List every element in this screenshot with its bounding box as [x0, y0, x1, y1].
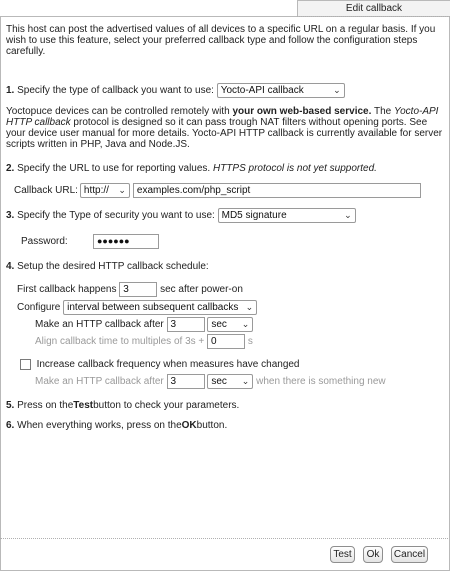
first-callback-input[interactable]: 3 — [119, 282, 157, 297]
step6-text-end: button. — [196, 419, 228, 431]
increase-frequency-checkbox[interactable] — [20, 359, 31, 370]
callback-type-select[interactable] — [217, 83, 345, 98]
step6-number: 6. — [6, 419, 15, 431]
first-callback-row — [17, 281, 243, 297]
chevron-down-icon: ⌄ — [241, 318, 250, 329]
step1-desc-italic: Yocto-API HTTP callback — [6, 106, 439, 128]
step1-desc-text: Yoctopuce devices can be controlled remotely with — [6, 106, 233, 117]
step5-number: 5. — [6, 399, 15, 411]
step1-row — [6, 82, 345, 98]
chevron-down-icon: ⌄ — [245, 301, 254, 312]
step1-description — [6, 106, 444, 150]
password-input[interactable]: ●●●●●● — [93, 234, 159, 249]
configure-label: Configure — [17, 301, 61, 313]
step2-number: 2. — [6, 162, 15, 174]
password-row — [21, 233, 159, 249]
protocol-select[interactable] — [80, 183, 130, 198]
step2-row — [6, 160, 377, 176]
step3-number: 3. — [6, 209, 15, 221]
callback-url-label: Callback URL: — [14, 184, 78, 196]
step3-row — [6, 207, 356, 223]
step1-number: 1. — [6, 84, 15, 96]
interval-label: Make an HTTP callback after — [35, 318, 164, 330]
interval-change-unit-select[interactable] — [207, 374, 253, 389]
first-callback-label: First callback happens — [17, 283, 117, 295]
step4-number: 4. — [6, 260, 15, 272]
tab-divider — [297, 16, 450, 17]
callback-url-row — [14, 182, 421, 198]
step5-row — [6, 397, 239, 413]
step4-label: Setup the desired HTTP callback schedule: — [17, 260, 209, 272]
interval-unit-value: sec — [211, 318, 227, 330]
password-label: Password: — [21, 235, 68, 247]
interval-change-label: Make an HTTP callback after — [35, 375, 164, 387]
step2-note: HTTPS protocol is not yet supported. — [212, 162, 377, 174]
callback-type-value: Yocto-API callback — [220, 84, 304, 96]
interval-row — [35, 316, 253, 332]
callback-url-input[interactable]: examples.com/php_script — [133, 183, 421, 198]
step4-row — [6, 258, 209, 274]
align-label: Align callback time to multiples of 3s + — [35, 335, 205, 347]
schedule-mode-value: interval between subsequent callbacks — [67, 301, 239, 313]
security-type-value: MD5 signature — [221, 209, 287, 221]
step6-text: When everything works, press on the — [17, 419, 182, 431]
interval-input[interactable]: 3 — [167, 317, 205, 332]
interval-change-input[interactable]: 3 — [167, 374, 205, 389]
step2-label: Specify the URL to use for reporting values. — [17, 162, 211, 174]
align-suffix: s — [247, 335, 253, 347]
step1-desc-text2: The — [371, 106, 394, 117]
tab-edit-callback[interactable] — [297, 0, 450, 17]
test-button[interactable]: Test — [330, 546, 355, 563]
step1-label: Specify the type of callback you want to use: — [17, 84, 214, 96]
footer-divider — [0, 538, 448, 539]
configure-row — [17, 299, 257, 315]
align-input[interactable]: 0 — [207, 334, 245, 349]
schedule-mode-select[interactable] — [63, 300, 257, 315]
increase-row — [20, 356, 300, 372]
cancel-button[interactable]: Cancel — [391, 546, 428, 563]
step6-row — [6, 417, 227, 433]
step3-label: Specify the Type of security you want to use: — [17, 209, 215, 221]
interval-unit-select[interactable] — [207, 317, 253, 332]
step6-bold: OK — [181, 419, 197, 431]
step5-text: Press on the — [17, 399, 74, 411]
chevron-down-icon: ⌄ — [241, 375, 250, 386]
chevron-down-icon: ⌄ — [118, 184, 126, 195]
step1-desc-text3: protocol is designed so it can pass trough NAT filters without opening ports. See your device user manual for more details. Yocto-API HTTP callback is currently available for server scripts written in PHP, Java and Node.JS. — [6, 117, 443, 150]
protocol-value: http:// — [83, 184, 109, 196]
step5-bold: Test — [73, 399, 94, 411]
interval-change-row — [35, 373, 386, 389]
align-row — [35, 333, 253, 349]
step5-text-end: button to check your parameters. — [93, 399, 240, 411]
first-callback-suffix: sec after power-on — [160, 283, 243, 295]
interval-change-suffix: when there is something new — [256, 375, 386, 387]
ok-button[interactable]: Ok — [363, 546, 383, 563]
increase-frequency-label: Increase callback frequency when measures have changed — [36, 358, 300, 370]
security-type-select[interactable] — [218, 208, 356, 223]
interval-change-unit-value: sec — [211, 375, 227, 387]
chevron-down-icon: ⌄ — [344, 209, 352, 220]
intro-text: This host can post the advertised values of all devices to a specific URL on a regular basis. If you wish to use this feature, select your preferred callback type and follow the configuration steps carefully. — [6, 24, 436, 57]
chevron-down-icon: ⌄ — [333, 84, 341, 95]
step1-desc-bold: your own web-based service. — [232, 106, 372, 117]
tab-title: Edit callback — [345, 3, 403, 14]
